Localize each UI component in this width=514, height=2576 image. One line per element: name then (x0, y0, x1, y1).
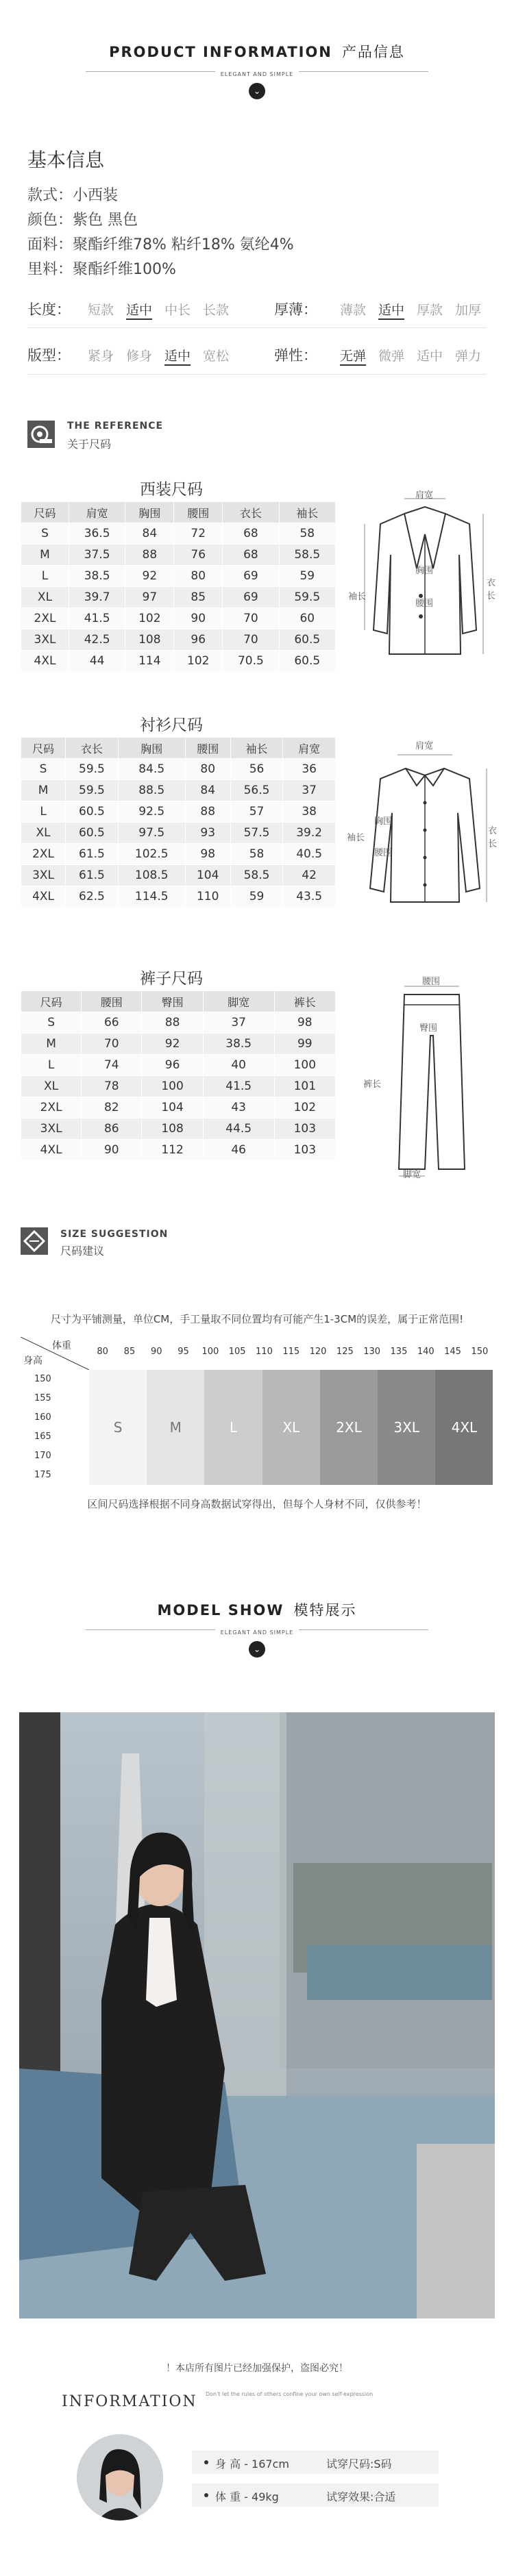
option-thickness-1: 适中 (378, 300, 404, 320)
table-cell: 3XL (21, 865, 66, 886)
table-cell: 99 (274, 1034, 335, 1055)
table-cell: 2XL (21, 1097, 82, 1118)
table-header: 胸围 (118, 738, 185, 759)
table-cell: 112 (142, 1140, 203, 1161)
weight-tick: 125 (336, 1347, 354, 1357)
table-header: 肩宽 (283, 738, 336, 759)
table-cell: 4XL (21, 886, 66, 908)
shirt-size-title: 衬衫尺码 (140, 716, 203, 734)
pants-size-title: 裤子尺码 (140, 970, 203, 988)
table-cell: 70 (82, 1034, 142, 1055)
table-row (21, 545, 336, 566)
table-header: 脚宽 (203, 991, 274, 1012)
weight-tick: 115 (282, 1347, 300, 1357)
table-row (21, 823, 336, 844)
table-cell: 114.5 (118, 886, 185, 908)
table-row (21, 844, 336, 865)
shirt-size-table (21, 737, 336, 908)
table-row (21, 566, 336, 587)
table-cell: 92.5 (118, 801, 185, 823)
table-cell: 101 (274, 1076, 335, 1097)
model-info-small-text: Don't let the rules of others confine your own self-expression (206, 2391, 374, 2397)
table-cell: 68 (223, 523, 279, 545)
basic-info-title: 基本信息 (27, 149, 105, 171)
table-cell: 40 (203, 1055, 274, 1076)
height-tick: 150 (34, 1374, 51, 1384)
table-cell: 97 (125, 587, 174, 608)
table-header: 袖长 (279, 502, 335, 523)
table-cell: 70 (223, 608, 279, 629)
model-info-row (192, 2451, 439, 2474)
model-info-value: 试穿尺码:S码 (326, 2458, 392, 2471)
table-row (21, 780, 336, 801)
size-block: XL (262, 1370, 320, 1485)
table-cell: 97.5 (118, 823, 185, 844)
model-info-label: 身 高 - 167cm (215, 2458, 289, 2471)
table-cell: 61.5 (66, 865, 119, 886)
table-cell: 78 (82, 1076, 142, 1097)
suit-figure (348, 490, 496, 674)
model-header-title (0, 1599, 514, 1620)
table-cell: 104 (185, 865, 230, 886)
shirt-shoulder-label: 肩宽 (415, 741, 434, 751)
table-cell: 43.5 (283, 886, 336, 908)
table-cell: 90 (82, 1140, 142, 1161)
table-cell: 58.5 (279, 545, 335, 566)
table-cell: 44.5 (203, 1118, 274, 1140)
bullet-icon (204, 2460, 208, 2464)
table-cell: 102 (174, 651, 223, 672)
info-lining: 里料：聚酯纤维100% (27, 261, 176, 278)
suit-sleeve-label: 袖长 (348, 592, 367, 602)
size-block: M (147, 1370, 204, 1485)
size-block: 2XL (320, 1370, 378, 1485)
table-cell: 58 (279, 523, 335, 545)
size-suggestion-grid (21, 1337, 493, 1488)
suit-waist-label: 腰围 (415, 599, 434, 609)
size-block: S (89, 1370, 147, 1485)
table-header: 腰围 (82, 991, 142, 1012)
suit-shoulder-label: 肩宽 (415, 490, 434, 501)
suggestion-title-cn: 尺码建议 (60, 1245, 105, 1258)
table-row (21, 629, 336, 651)
table-cell: 38 (283, 801, 336, 823)
suit-size-title: 西装尺码 (140, 481, 203, 499)
table-row (21, 1118, 336, 1140)
table-cell: 108 (125, 629, 174, 651)
weight-tick: 150 (471, 1347, 489, 1357)
table-header: 臀围 (142, 991, 203, 1012)
table-cell: 96 (174, 629, 223, 651)
option-elastic-2: 适中 (417, 349, 443, 364)
table-cell: 100 (142, 1076, 203, 1097)
table-row (21, 1034, 336, 1055)
table-cell: S (21, 523, 69, 545)
table-cell: 59.5 (66, 759, 119, 780)
table-header: 衣长 (66, 738, 119, 759)
table-cell: 70 (223, 629, 279, 651)
option-fit-3: 宽松 (203, 349, 230, 364)
header-subtitle-wrap (0, 66, 514, 99)
table-cell: 90 (174, 608, 223, 629)
height-tick: 165 (34, 1431, 51, 1442)
height-label: 身高 (23, 1355, 42, 1366)
shirt-waist-label: 腰围 (374, 848, 393, 858)
reference-title-cn: 关于尺码 (67, 438, 112, 451)
table-cell: 44 (69, 651, 125, 672)
table-cell: S (21, 1012, 82, 1034)
table-cell: 88 (125, 545, 174, 566)
height-tick: 160 (34, 1412, 51, 1423)
table-header: 尺码 (21, 738, 66, 759)
table-cell: 46 (203, 1140, 274, 1161)
weight-tick: 90 (150, 1347, 162, 1357)
table-cell: 39.7 (69, 587, 125, 608)
option-thickness-2: 厚款 (417, 303, 443, 318)
pants-waist-label: 腰围 (422, 977, 441, 987)
table-cell: 102 (274, 1097, 335, 1118)
suggestion-title-en: SIZE SUGGESTION (60, 1229, 169, 1240)
model-header-subtitle: ELEGANT AND SIMPLE (215, 1629, 299, 1636)
table-cell: 98 (185, 844, 230, 865)
table-cell: 80 (174, 566, 223, 587)
table-header: 尺码 (21, 991, 82, 1012)
table-header: 肩宽 (69, 502, 125, 523)
table-cell: XL (21, 823, 66, 844)
table-row (21, 886, 336, 908)
table-cell: 59.5 (66, 780, 119, 801)
option-fit-0: 紧身 (88, 349, 114, 364)
table-cell: 36 (283, 759, 336, 780)
table-row (21, 1055, 336, 1076)
fit-label: 版型： (27, 347, 71, 364)
table-cell: 43 (203, 1097, 274, 1118)
suggestion-note-bottom: 区间尺码选择根据不同身高数据试穿得出，但每个人身材不同，仅供参考！ (87, 1498, 427, 1510)
table-cell: 38.5 (203, 1034, 274, 1055)
table-cell: 4XL (21, 1140, 82, 1161)
divider (27, 327, 487, 328)
height-tick: 155 (34, 1393, 51, 1403)
table-cell: 56.5 (230, 780, 283, 801)
table-row (21, 1140, 336, 1161)
table-cell: 92 (125, 566, 174, 587)
table-cell: 74 (82, 1055, 142, 1076)
shirt-figure (347, 741, 498, 915)
table-cell: 98 (274, 1012, 335, 1034)
shirt-chest-label: 胸围 (374, 816, 393, 827)
header-title-en: PRODUCT INFORMATION (109, 44, 332, 60)
table-cell: 37.5 (69, 545, 125, 566)
height-tick: 175 (34, 1470, 51, 1480)
weight-tick: 145 (444, 1347, 461, 1357)
table-cell: 114 (125, 651, 174, 672)
table-header: 尺码 (21, 502, 69, 523)
table-cell: 84 (125, 523, 174, 545)
model-photo (19, 1712, 495, 2318)
table-row (21, 1012, 336, 1034)
option-length-2: 中长 (164, 303, 191, 318)
table-cell: 38.5 (69, 566, 125, 587)
elastic-label: 弹性： (274, 347, 317, 364)
shirt-length-label: 衣长 (488, 826, 498, 849)
weight-tick: 80 (97, 1347, 108, 1357)
info-fabric: 面料：聚酯纤维78% 粘纤18% 氨纶4% (27, 236, 294, 253)
suit-chest-label: 胸围 (415, 566, 434, 576)
table-cell: 84 (185, 780, 230, 801)
weight-tick: 105 (228, 1347, 246, 1357)
option-thickness-0: 薄款 (340, 303, 367, 318)
weight-tick: 95 (178, 1347, 189, 1357)
table-cell: 60 (279, 608, 335, 629)
weight-label: 体重 (52, 1340, 71, 1351)
table-header: 裤长 (274, 991, 335, 1012)
product-info-header (0, 41, 514, 62)
copyright-notice: ！本店所有图片已经加强保护，盗图必究！ (166, 2363, 348, 2374)
tape-measure-icon (27, 421, 55, 448)
table-cell: 80 (185, 759, 230, 780)
pants-length-label: 裤长 (363, 1079, 382, 1090)
table-cell: 85 (174, 587, 223, 608)
divider (27, 374, 487, 375)
weight-tick: 135 (390, 1347, 408, 1357)
trousers-icon (384, 981, 480, 1179)
table-cell: 68 (223, 545, 279, 566)
table-cell: 41.5 (69, 608, 125, 629)
option-elastic-1: 微弹 (378, 349, 405, 364)
table-row (21, 523, 336, 545)
info-color: 颜色：紫色 黑色 (27, 212, 138, 229)
table-header: 腰围 (185, 738, 230, 759)
table-cell: 84.5 (118, 759, 185, 780)
table-cell: 108 (142, 1118, 203, 1140)
table-cell: S (21, 759, 66, 780)
option-length-3: 长款 (203, 303, 230, 318)
table-header: 衣长 (223, 502, 279, 523)
table-cell: 39.2 (283, 823, 336, 844)
shirt-sleeve-label: 袖长 (347, 833, 365, 843)
table-cell: 76 (174, 545, 223, 566)
table-cell: 59 (279, 566, 335, 587)
table-cell: 86 (82, 1118, 142, 1140)
table-row (21, 1076, 336, 1097)
weight-tick: 85 (123, 1347, 136, 1357)
suggestion-note-top: 尺寸为平铺测量，单位CM，手工量取不同位置均有可能产生1-3CM的误差，属于正常范围! (50, 1313, 464, 1325)
table-cell: 103 (274, 1118, 335, 1140)
chevron-down-icon: ⌄ (249, 83, 265, 99)
table-cell: 88 (142, 1012, 203, 1034)
table-cell: 61.5 (66, 844, 119, 865)
option-elastic-0: 无弹 (340, 346, 366, 366)
table-cell: 37 (203, 1012, 274, 1034)
table-cell: 82 (82, 1097, 142, 1118)
weight-tick: 120 (309, 1347, 327, 1357)
info-style: 款式：小西装 (27, 187, 119, 204)
length-label: 长度： (27, 301, 71, 318)
model-header-en: MODEL SHOW (157, 1602, 284, 1618)
table-cell: 37 (283, 780, 336, 801)
table-header: 胸围 (125, 502, 174, 523)
option-elastic-3: 弹力 (455, 349, 482, 364)
pants-foot-label: 脚宽 (403, 1170, 421, 1180)
header-title-cn: 产品信息 (341, 44, 405, 60)
suit-length-label: 衣长 (487, 578, 496, 601)
table-row (21, 801, 336, 823)
model-info-title: INFORMATION (62, 2393, 197, 2410)
table-cell: 100 (274, 1055, 335, 1076)
weight-tick: 140 (417, 1347, 435, 1357)
bullet-icon (204, 2493, 208, 2497)
table-header: 腰围 (174, 502, 223, 523)
model-info-label: 体 重 - 49kg (215, 2490, 279, 2503)
table-cell: 66 (82, 1012, 142, 1034)
table-cell: 42 (283, 865, 336, 886)
model-header-cn: 模特展示 (293, 1602, 357, 1618)
height-tick: 170 (34, 1451, 51, 1461)
table-cell: 57.5 (230, 823, 283, 844)
table-cell: 56 (230, 759, 283, 780)
table-cell: 58 (230, 844, 283, 865)
option-thickness-3: 加厚 (455, 303, 482, 318)
table-cell: 104 (142, 1097, 203, 1118)
table-cell: XL (21, 587, 69, 608)
model-info-value: 试穿效果:合适 (326, 2490, 396, 2503)
size-block: L (204, 1370, 262, 1485)
weight-tick: 100 (201, 1347, 219, 1357)
chevron-down-icon: ⌄ (249, 1641, 265, 1658)
option-fit-2: 适中 (164, 346, 191, 366)
table-cell: 110 (185, 886, 230, 908)
table-cell: 102.5 (118, 844, 185, 865)
table-cell: 103 (274, 1140, 335, 1161)
table-cell: L (21, 801, 66, 823)
model-show-header (0, 1599, 514, 1620)
table-cell: 58.5 (230, 865, 283, 886)
shirt-icon (356, 748, 493, 912)
table-cell: 108.5 (118, 865, 185, 886)
table-cell: 2XL (21, 608, 69, 629)
table-row (21, 759, 336, 780)
table-cell: 69 (223, 587, 279, 608)
table-cell: 3XL (21, 629, 69, 651)
size-suggestion-icon (21, 1227, 48, 1255)
table-cell: 60.5 (279, 629, 335, 651)
table-cell: 93 (185, 823, 230, 844)
table-cell: 36.5 (69, 523, 125, 545)
avatar (77, 2434, 163, 2521)
reference-title-en: THE REFERENCE (67, 421, 164, 432)
table-row (21, 1097, 336, 1118)
table-cell: XL (21, 1076, 82, 1097)
pants-hip-label: 臀围 (419, 1023, 438, 1034)
pants-size-table (21, 990, 336, 1161)
table-cell: 60.5 (279, 651, 335, 672)
table-cell: 60.5 (66, 801, 119, 823)
table-row (21, 651, 336, 672)
table-cell: 57 (230, 801, 283, 823)
table-row (21, 608, 336, 629)
table-cell: 72 (174, 523, 223, 545)
table-cell: 70.5 (223, 651, 279, 672)
table-cell: 3XL (21, 1118, 82, 1140)
table-cell: 88.5 (118, 780, 185, 801)
suit-size-table (21, 501, 336, 672)
blazer-icon (356, 493, 496, 671)
model-info-row (192, 2484, 439, 2507)
table-cell: M (21, 545, 69, 566)
thickness-label: 厚薄： (274, 301, 317, 318)
table-cell: 92 (142, 1034, 203, 1055)
table-cell: L (21, 1055, 82, 1076)
option-length-0: 短款 (88, 303, 114, 318)
header-title (0, 41, 514, 62)
size-block: 3XL (378, 1370, 435, 1485)
model-subtitle-wrap (0, 1624, 514, 1658)
table-cell: L (21, 566, 69, 587)
table-row (21, 587, 336, 608)
table-cell: 60.5 (66, 823, 119, 844)
table-row (21, 865, 336, 886)
size-block: 4XL (435, 1370, 493, 1485)
table-cell: 59 (230, 886, 283, 908)
option-fit-1: 修身 (126, 349, 153, 364)
table-cell: M (21, 1034, 82, 1055)
table-cell: 40.5 (283, 844, 336, 865)
table-cell: 41.5 (203, 1076, 274, 1097)
table-cell: 42.5 (69, 629, 125, 651)
table-cell: M (21, 780, 66, 801)
table-cell: 62.5 (66, 886, 119, 908)
table-cell: 102 (125, 608, 174, 629)
weight-tick: 110 (256, 1347, 273, 1357)
table-cell: 69 (223, 566, 279, 587)
option-length-1: 适中 (126, 300, 152, 320)
table-cell: 59.5 (279, 587, 335, 608)
table-cell: 2XL (21, 844, 66, 865)
table-header: 袖长 (230, 738, 283, 759)
table-cell: 88 (185, 801, 230, 823)
header-subtitle: ELEGANT AND SIMPLE (215, 71, 299, 77)
table-cell: 4XL (21, 651, 69, 672)
pants-figure (363, 977, 480, 1182)
table-cell: 96 (142, 1055, 203, 1076)
weight-tick: 130 (363, 1347, 381, 1357)
